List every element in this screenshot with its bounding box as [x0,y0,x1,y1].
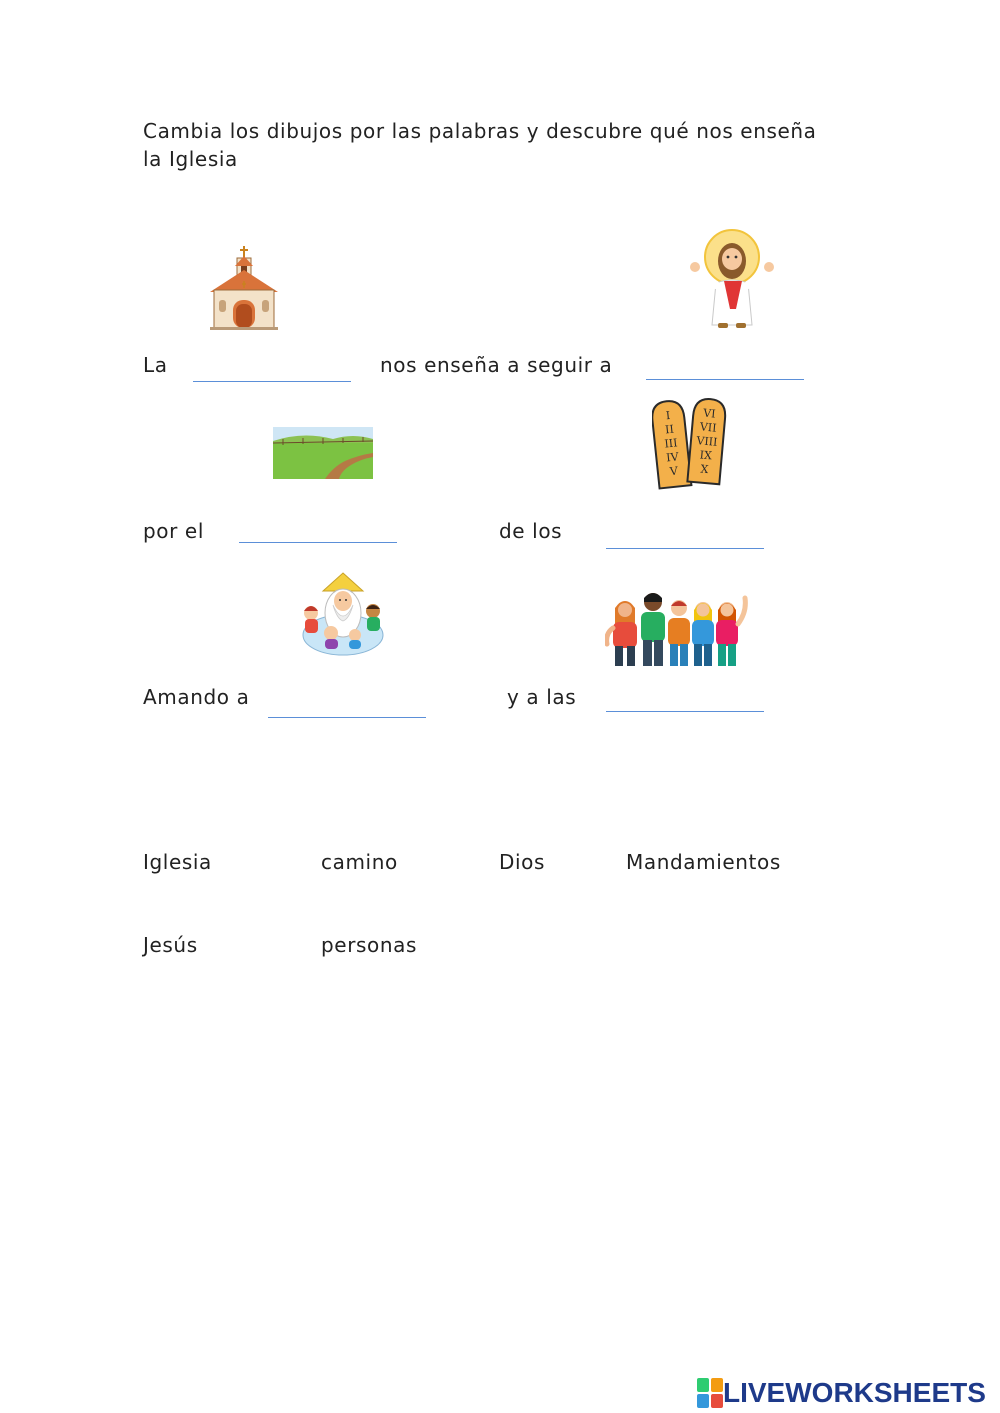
answer-blank-4[interactable] [606,548,764,549]
church-picture [206,244,282,330]
tablet-numeral: VI [702,406,717,421]
commandments-tablets-picture [652,397,728,491]
answer-blank-2[interactable] [646,379,804,380]
tablet-numeral: II [664,422,675,437]
instruction-line-2: la Iglesia [143,147,238,171]
word-bank-item[interactable]: Jesús [143,933,198,957]
answer-blank-1[interactable] [193,381,351,382]
path-picture [273,427,373,479]
liveworksheets-logo [697,1378,986,1408]
people-group-picture [605,588,749,668]
tablet-numeral: IX [699,448,713,463]
word-bank-item[interactable]: Dios [499,850,546,874]
sentence-3-start: Amando a [143,685,250,709]
word-bank-item[interactable]: Mandamientos [626,850,781,874]
god-with-children-picture [297,571,389,657]
sentence-3-middle: y a las [507,685,577,709]
answer-blank-3[interactable] [239,542,397,543]
sentence-1-middle: nos enseña a seguir a [380,353,613,377]
sentence-2-start: por el [143,519,204,543]
answer-blank-6[interactable] [606,711,764,712]
word-bank-item[interactable]: personas [321,933,418,957]
tablet-numeral: VIII [695,434,718,449]
tablet-numeral: X [700,462,709,477]
liveworksheets-logo-icon [697,1378,723,1408]
tablet-numeral: IV [665,450,680,465]
liveworksheets-brand-text: LIVEWORKSHEETS [723,1377,986,1408]
word-bank-item[interactable]: camino [321,850,398,874]
jesus-picture [686,229,776,331]
word-bank-item[interactable]: Iglesia [143,850,212,874]
sentence-1-start: La [143,353,168,377]
sentence-2-middle: de los [499,519,563,543]
answer-blank-5[interactable] [268,717,426,718]
tablet-numeral: III [663,436,679,451]
tablet-numeral: I [665,408,671,423]
tablet-numeral: VII [699,420,718,435]
instruction-line-1: Cambia los dibujos por las palabras y descubre qué nos enseña [143,119,817,143]
tablet-numeral: V [669,464,679,479]
